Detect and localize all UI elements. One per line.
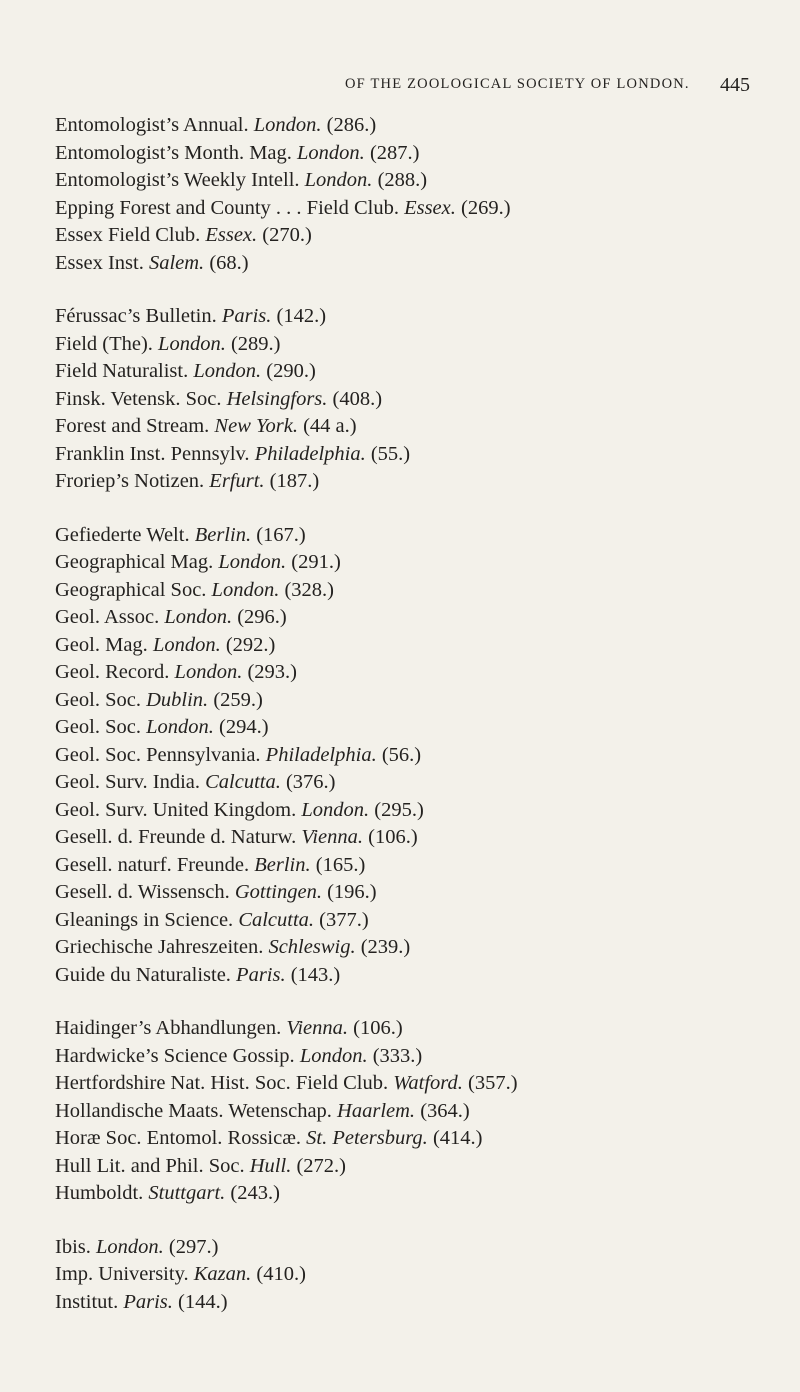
entry-ref: (377.) bbox=[319, 908, 369, 931]
entry-place: London. bbox=[96, 1235, 164, 1258]
list-item bbox=[55, 358, 795, 386]
entry-ref: (296.) bbox=[237, 606, 287, 628]
entry-name: Geol. Mag. bbox=[55, 633, 148, 656]
list-item bbox=[55, 1043, 795, 1071]
entry-name: Franklin Inst. Pennsylv. bbox=[55, 442, 250, 465]
entry-name: Geographical Soc. bbox=[55, 578, 207, 601]
list-item bbox=[55, 879, 795, 907]
entry-group bbox=[55, 522, 795, 990]
entry-ref: (269.) bbox=[461, 196, 511, 219]
list-item bbox=[55, 250, 795, 278]
list-item bbox=[55, 413, 795, 441]
entry-name: Férussac’s Bulletin. bbox=[55, 305, 217, 327]
entry-ref: (414.) bbox=[432, 1127, 483, 1149]
entry-name: Gefiederte Welt. bbox=[55, 523, 190, 546]
entry-place: Salem. bbox=[148, 251, 205, 274]
entry-name: Field (The). bbox=[55, 332, 153, 355]
entry-name: Geol. Soc. bbox=[55, 716, 141, 738]
list-item bbox=[55, 112, 795, 140]
entry-name: Entomologist’s Weekly Intell. bbox=[55, 169, 300, 191]
entry-ref: (289.) bbox=[230, 332, 281, 355]
page-header bbox=[0, 76, 800, 100]
entry-place: Calcutta. bbox=[238, 908, 315, 931]
entry-place: Erfurt. bbox=[209, 470, 265, 492]
entry-name: Hardwicke’s Science Gossip. bbox=[55, 1044, 295, 1067]
entry-place: Schleswig. bbox=[268, 936, 356, 958]
list-item bbox=[55, 522, 795, 550]
list-item bbox=[55, 742, 795, 770]
entry-ref: (286.) bbox=[326, 114, 377, 136]
entry-place: Essex. bbox=[404, 196, 456, 219]
entry-place: London. bbox=[304, 169, 373, 191]
list-item bbox=[55, 331, 795, 359]
entry-place: London. bbox=[158, 332, 226, 355]
entry-place: Paris. bbox=[236, 963, 286, 986]
entry-name: Gesell. d. Wissensch. bbox=[55, 881, 230, 903]
entry-place: Vienna. bbox=[286, 1017, 349, 1039]
list-item bbox=[55, 659, 795, 687]
entry-ref: (187.) bbox=[269, 470, 320, 492]
entry-ref: (287.) bbox=[369, 141, 420, 164]
entry-ref: (290.) bbox=[266, 360, 316, 382]
list-item bbox=[55, 577, 795, 605]
entry-name: Froriep’s Notizen. bbox=[55, 470, 205, 492]
entry-ref: (293.) bbox=[247, 661, 297, 683]
entry-place: Gottingen. bbox=[234, 881, 322, 903]
list-item bbox=[55, 714, 795, 742]
entry-place: London. bbox=[164, 606, 233, 628]
entry-place: London. bbox=[301, 798, 370, 821]
entry-name: Epping Forest and County . . . Field Club. bbox=[55, 196, 399, 219]
entry-name: Horæ Soc. Entomol. Rossicæ. bbox=[55, 1127, 302, 1149]
entry-name: Entomologist’s Month. Mag. bbox=[55, 141, 292, 164]
entry-ref: (291.) bbox=[291, 551, 341, 573]
entry-place: Kazan. bbox=[193, 1263, 252, 1285]
entry-place: Calcutta. bbox=[205, 771, 281, 793]
entry-ref: (328.) bbox=[284, 578, 334, 601]
entry-place: New York. bbox=[214, 415, 298, 437]
entry-ref: (259.) bbox=[213, 688, 263, 711]
entry-name: Geol. Soc. bbox=[55, 688, 141, 711]
entry-place: Berlin. bbox=[194, 523, 252, 546]
list-item bbox=[55, 907, 795, 935]
list-item bbox=[55, 824, 795, 852]
entry-ref: (143.) bbox=[290, 963, 341, 986]
entry-ref: (357.) bbox=[468, 1072, 518, 1094]
list-item bbox=[55, 222, 795, 250]
entry-name: Haidinger’s Abhandlungen. bbox=[55, 1017, 282, 1039]
entry-ref: (55.) bbox=[370, 442, 411, 465]
list-item bbox=[55, 852, 795, 880]
list-item bbox=[55, 1153, 795, 1181]
list-item bbox=[55, 1070, 795, 1098]
entry-name: Entomologist’s Annual. bbox=[55, 114, 249, 136]
entry-place: St. Petersburg. bbox=[306, 1127, 428, 1149]
entry-name: Forest and Stream. bbox=[55, 415, 210, 437]
entry-place: Berlin. bbox=[254, 853, 311, 876]
entry-group bbox=[55, 112, 795, 277]
list-item bbox=[55, 167, 795, 195]
entry-place: Haarlem. bbox=[337, 1099, 416, 1122]
entry-ref: (270.) bbox=[262, 224, 312, 246]
running-title: OF THE ZOOLOGICAL SOCIETY OF LONDON. bbox=[345, 76, 690, 92]
entry-ref: (272.) bbox=[296, 1154, 346, 1177]
entry-place: London. bbox=[193, 360, 262, 382]
list-item bbox=[55, 769, 795, 797]
list-item bbox=[55, 549, 795, 577]
entry-place: Hull. bbox=[249, 1154, 292, 1177]
entry-name: Geol. Record. bbox=[55, 661, 170, 683]
entry-name: Finsk. Vetensk. Soc. bbox=[55, 387, 222, 410]
list-item bbox=[55, 632, 795, 660]
entry-ref: (196.) bbox=[327, 881, 377, 903]
list-item bbox=[55, 797, 795, 825]
entry-place: London. bbox=[297, 141, 365, 164]
entry-name: Imp. University. bbox=[55, 1263, 189, 1285]
entry-ref: (56.) bbox=[381, 743, 422, 766]
entry-ref: (167.) bbox=[256, 523, 306, 546]
entry-ref: (410.) bbox=[256, 1263, 306, 1285]
entry-ref: (333.) bbox=[372, 1044, 423, 1067]
list-item bbox=[55, 468, 795, 496]
entry-place: Stuttgart. bbox=[148, 1182, 226, 1204]
entry-name: Essex Inst. bbox=[55, 251, 144, 274]
entry-place: Essex. bbox=[205, 224, 258, 246]
entry-place: London. bbox=[174, 661, 243, 683]
entry-name: Hertfordshire Nat. Hist. Soc. Field Club. bbox=[55, 1072, 389, 1094]
entry-name: Guide du Naturaliste. bbox=[55, 963, 231, 986]
entry-ref: (295.) bbox=[374, 798, 424, 821]
entry-name: Hull Lit. and Phil. Soc. bbox=[55, 1154, 245, 1177]
entry-place: London. bbox=[152, 633, 221, 656]
entry-place: Dublin. bbox=[146, 688, 209, 711]
entry-name: Geographical Mag. bbox=[55, 551, 214, 573]
entry-name: Geol. Soc. Pennsylvania. bbox=[55, 743, 261, 766]
entry-place: London. bbox=[211, 578, 280, 601]
entry-ref: (142.) bbox=[276, 305, 327, 327]
entry-ref: (288.) bbox=[377, 169, 428, 191]
entry-ref: (239.) bbox=[360, 936, 411, 958]
list-item bbox=[55, 1098, 795, 1126]
entry-place: London. bbox=[146, 716, 214, 738]
entry-ref: (106.) bbox=[353, 1017, 403, 1039]
entry-name: Gesell. d. Freunde d. Naturw. bbox=[55, 826, 297, 848]
entry-name: Field Naturalist. bbox=[55, 360, 189, 382]
list-item bbox=[55, 934, 795, 962]
list-item bbox=[55, 1289, 795, 1317]
entry-name: Gesell. naturf. Freunde. bbox=[55, 853, 250, 876]
entry-ref: (106.) bbox=[368, 826, 418, 848]
list-item bbox=[55, 195, 795, 223]
entry-ref: (297.) bbox=[168, 1235, 219, 1258]
list-item bbox=[55, 1261, 795, 1289]
entry-place: Watford. bbox=[393, 1072, 463, 1094]
entry-name: Gleanings in Science. bbox=[55, 908, 234, 931]
entry-place: Paris. bbox=[123, 1290, 173, 1313]
entry-place: London. bbox=[299, 1044, 368, 1067]
entry-ref: (144.) bbox=[178, 1290, 228, 1313]
entry-name: Essex Field Club. bbox=[55, 224, 201, 246]
entry-place: Philadelphia. bbox=[265, 743, 377, 766]
entry-name: Geol. Surv. United Kingdom. bbox=[55, 798, 297, 821]
entry-ref: (294.) bbox=[219, 716, 269, 738]
entry-place: Paris. bbox=[221, 305, 272, 327]
entry-place: Vienna. bbox=[301, 826, 363, 848]
entry-name: Ibis. bbox=[55, 1235, 91, 1258]
entry-name: Hollandische Maats. Wetenschap. bbox=[55, 1099, 332, 1122]
list-item bbox=[55, 1015, 795, 1043]
entry-place: London. bbox=[253, 114, 322, 136]
entry-ref: (408.) bbox=[332, 387, 383, 410]
list-item bbox=[55, 386, 795, 414]
entry-name: Geol. Assoc. bbox=[55, 606, 160, 628]
list-item bbox=[55, 962, 795, 990]
entry-place: Philadelphia. bbox=[254, 442, 366, 465]
entry-group bbox=[55, 303, 795, 496]
entry-name: Geol. Surv. India. bbox=[55, 771, 200, 793]
list-item bbox=[55, 604, 795, 632]
entry-ref: (364.) bbox=[420, 1099, 470, 1122]
entry-place: Helsingfors. bbox=[226, 387, 328, 410]
index-entries bbox=[55, 112, 795, 1342]
entry-ref: (44 a.) bbox=[303, 415, 357, 437]
entry-ref: (243.) bbox=[230, 1182, 280, 1204]
entry-group bbox=[55, 1234, 795, 1317]
entry-name: Humboldt. bbox=[55, 1182, 144, 1204]
entry-group bbox=[55, 1015, 795, 1208]
list-item bbox=[55, 303, 795, 331]
list-item bbox=[55, 140, 795, 168]
list-item bbox=[55, 1125, 795, 1153]
entry-name: Griechische Jahreszeiten. bbox=[55, 936, 264, 958]
page-number: 445 bbox=[720, 74, 750, 96]
list-item bbox=[55, 1180, 795, 1208]
entry-ref: (376.) bbox=[285, 771, 336, 793]
entry-place: London. bbox=[218, 551, 287, 573]
entry-ref: (165.) bbox=[315, 853, 366, 876]
list-item bbox=[55, 687, 795, 715]
list-item bbox=[55, 1234, 795, 1262]
entry-ref: (68.) bbox=[209, 251, 249, 274]
entry-ref: (292.) bbox=[225, 633, 276, 656]
list-item bbox=[55, 441, 795, 469]
entry-name: Institut. bbox=[55, 1290, 119, 1313]
